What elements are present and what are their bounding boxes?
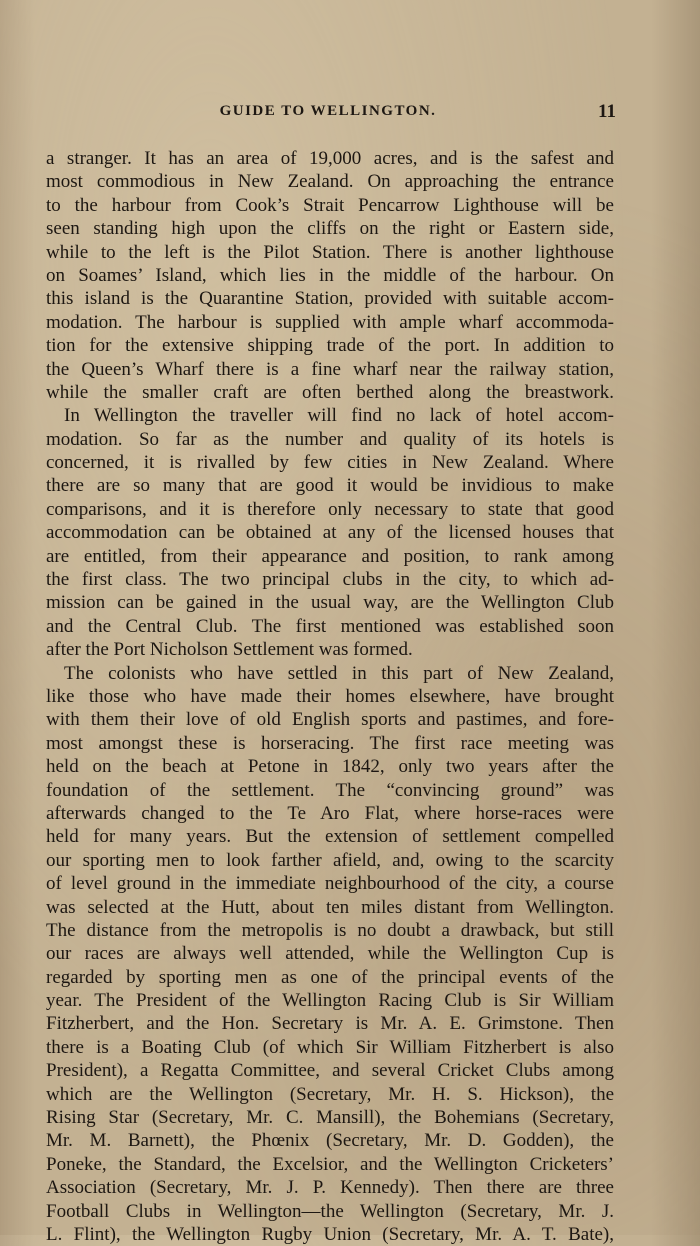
text-line: L. Flint), the Wellington Rugby Union (Secretary, Mr. A. T. Bate),: [46, 1223, 614, 1245]
text-line: this island is the Quarantine Station, provided with suitable accom-: [46, 288, 614, 310]
page-header: [40, 103, 616, 129]
text-line: mission can be gained in the usual way, are the Wellington Club: [46, 592, 614, 614]
text-line: while the smaller craft are often berthed along the breastwork.: [46, 381, 614, 403]
text-line: modation. So far as the number and quality of its hotels is: [46, 428, 614, 450]
text-line: accommodation can be obtained at any of the licensed houses that: [46, 522, 614, 544]
text-line: tion for the extensive shipping trade of the port. In addition to: [46, 335, 614, 357]
text-line: Poneke, the Standard, the Excelsior, and the Wellington Cricketers’: [46, 1153, 614, 1175]
text-line: Association (Secretary, Mr. J. P. Kennedy). Then there are three: [46, 1177, 614, 1199]
text-line: there are so many that are good it would be invidious to make: [46, 475, 614, 497]
text-line: President), a Regatta Committee, and several Cricket Clubs among: [46, 1060, 614, 1082]
text-line: comparisons, and it is therefore only necessary to state that good: [46, 498, 614, 520]
text-line: on Soames’ Island, which lies in the middle of the harbour. On: [46, 264, 614, 286]
text-line: held for many years. But the extension of settlement compelled: [46, 826, 614, 848]
text-line: with them their love of old English sports and pastimes, and fore-: [46, 709, 614, 731]
text-line: like those who have made their homes elsewhere, have brought: [46, 685, 614, 707]
text-line: while to the left is the Pilot Station. There is another lighthouse: [46, 241, 614, 263]
text-line: was selected at the Hutt, about ten miles distant from Wellington.: [46, 896, 614, 918]
text-line: of level ground in the immediate neighbourhood of the city, a course: [46, 873, 614, 895]
text-line: year. The President of the Wellington Racing Club is Sir William: [46, 990, 614, 1012]
page-number: 11: [598, 101, 616, 122]
text-line: seen standing high upon the cliffs on the right or Eastern side,: [46, 218, 614, 240]
text-line: our races are always well attended, while the Wellington Cup is: [46, 943, 614, 965]
text-line: The distance from the metropolis is no doubt a drawback, but still: [46, 919, 614, 941]
text-line: most commodious in New Zealand. On approaching the entrance: [46, 171, 614, 193]
text-line: most amongst these is horseracing. The first race meeting was: [46, 732, 614, 754]
text-line: The colonists who have settled in this part of New Zealand,: [64, 662, 614, 684]
text-line: are entitled, from their appearance and position, to rank among: [46, 545, 614, 567]
text-line: foundation of the settlement. The “convincing ground” was: [46, 779, 614, 801]
text-line: our sporting men to look farther afield, and, owing to the scarcity: [46, 849, 614, 871]
text-line: there is a Boating Club (of which Sir William Fitzherbert is also: [46, 1036, 614, 1058]
text-line: concerned, it is rivalled by few cities in New Zealand. Where: [46, 452, 614, 474]
running-title: GUIDE TO WELLINGTON.: [219, 103, 437, 119]
text-line: the first class. The two principal clubs in the city, to which ad-: [46, 569, 614, 591]
text-line: the Queen’s Wharf there is a fine wharf near the railway station,: [46, 358, 614, 380]
text-line: modation. The harbour is supplied with ample wharf accommoda-: [46, 311, 614, 333]
text-line: to the harbour from Cook’s Strait Pencarrow Lighthouse will be: [46, 194, 614, 216]
text-line: after the Port Nicholson Settlement was formed.: [46, 639, 413, 661]
text-line: Mr. M. Barnett), the Phœnix (Secretary, Mr. D. Godden), the: [46, 1130, 614, 1152]
text-line: afterwards changed to the Te Aro Flat, where horse-races were: [46, 802, 614, 824]
text-line: Rising Star (Secretary, Mr. C. Mansill), the Bohemians (Secretary,: [46, 1107, 614, 1129]
text-line: Football Clubs in Wellington—the Wellington (Secretary, Mr. J.: [46, 1200, 614, 1222]
body-text: [46, 147, 614, 1246]
text-line: and the Central Club. The first mentioned was established soon: [46, 615, 614, 637]
text-line: In Wellington the traveller will find no lack of hotel accom-: [64, 405, 614, 427]
text-line: regarded by sporting men as one of the principal events of the: [46, 966, 614, 988]
text-line: a stranger. It has an area of 19,000 acres, and is the safest and: [46, 148, 614, 169]
text-line: Fitzherbert, and the Hon. Secretary is Mr. A. E. Grimstone. Then: [46, 1013, 614, 1035]
text-line: held on the beach at Petone in 1842, only two years after the: [46, 756, 614, 778]
text-line: which are the Wellington (Secretary, Mr. H. S. Hickson), the: [46, 1083, 614, 1105]
